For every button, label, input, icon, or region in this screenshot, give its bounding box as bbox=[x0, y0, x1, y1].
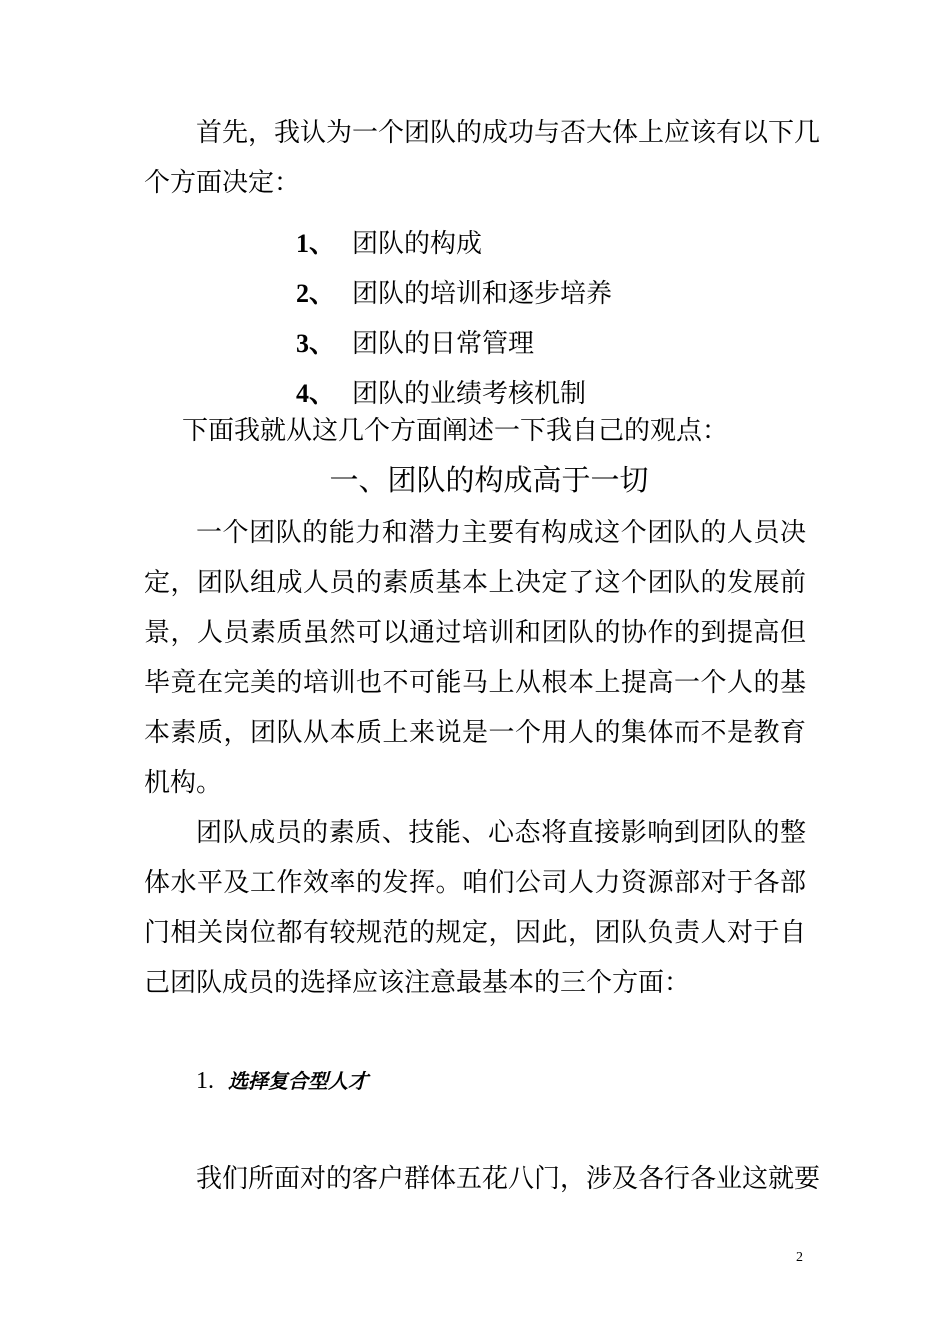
list-item bbox=[296, 366, 612, 416]
section-heading: 一、团队的构成高于一切 bbox=[329, 463, 649, 497]
list-item bbox=[296, 216, 612, 266]
paragraph-1-line-2: 个方面决定： bbox=[144, 168, 301, 198]
page-number: 2 bbox=[796, 1250, 803, 1265]
numbered-list bbox=[296, 216, 612, 416]
list-item-text: 团队的业绩考核机制 bbox=[352, 378, 587, 409]
intro-sentence: 下面我就从这几个方面阐述一下我自己的观点： bbox=[182, 416, 729, 446]
subheading bbox=[196, 1066, 368, 1096]
list-item-text: 团队的构成 bbox=[352, 228, 483, 259]
paragraph-2: 一个团队的能力和潜力主要有构成这个团队的人员决定，团队组成人员的素质基本上决定了这个团队的发展前景，人员素质虽然可以通过培训和团队的协作的到提高但毕竟在完美的培训也不可能马上从根本上提高一个人的基本素质，团队从本质上来说是一个用人的集体而不是教育机构。 bbox=[144, 518, 806, 798]
paragraph-1-line-1: 首先，我认为一个团队的成功与否大体上应该有以下几 bbox=[196, 118, 821, 148]
subheading-text: 选择复合型人才 bbox=[228, 1069, 368, 1093]
list-item-number: 3、 bbox=[296, 328, 336, 358]
list-item-number: 1、 bbox=[296, 228, 336, 258]
list-item bbox=[296, 266, 612, 316]
list-item-number: 2、 bbox=[296, 278, 336, 308]
paragraph-4-line-1: 我们所面对的客户群体五花八门，涉及各行各业这就要 bbox=[196, 1164, 821, 1194]
list-item-text: 团队的培训和逐步培养 bbox=[352, 278, 613, 309]
subheading-number: 1. bbox=[196, 1068, 214, 1094]
list-item-text: 团队的日常管理 bbox=[352, 328, 535, 359]
paragraph-3: 团队成员的素质、技能、心态将直接影响到团队的整体水平及工作效率的发挥。咱们公司人力资源部对于各部门相关岗位都有较规范的规定，因此，团队负责人对于自己团队成员的选择应该注意最基本的三个方面： bbox=[144, 818, 806, 998]
list-item bbox=[296, 316, 612, 366]
list-item-number: 4、 bbox=[296, 378, 336, 408]
